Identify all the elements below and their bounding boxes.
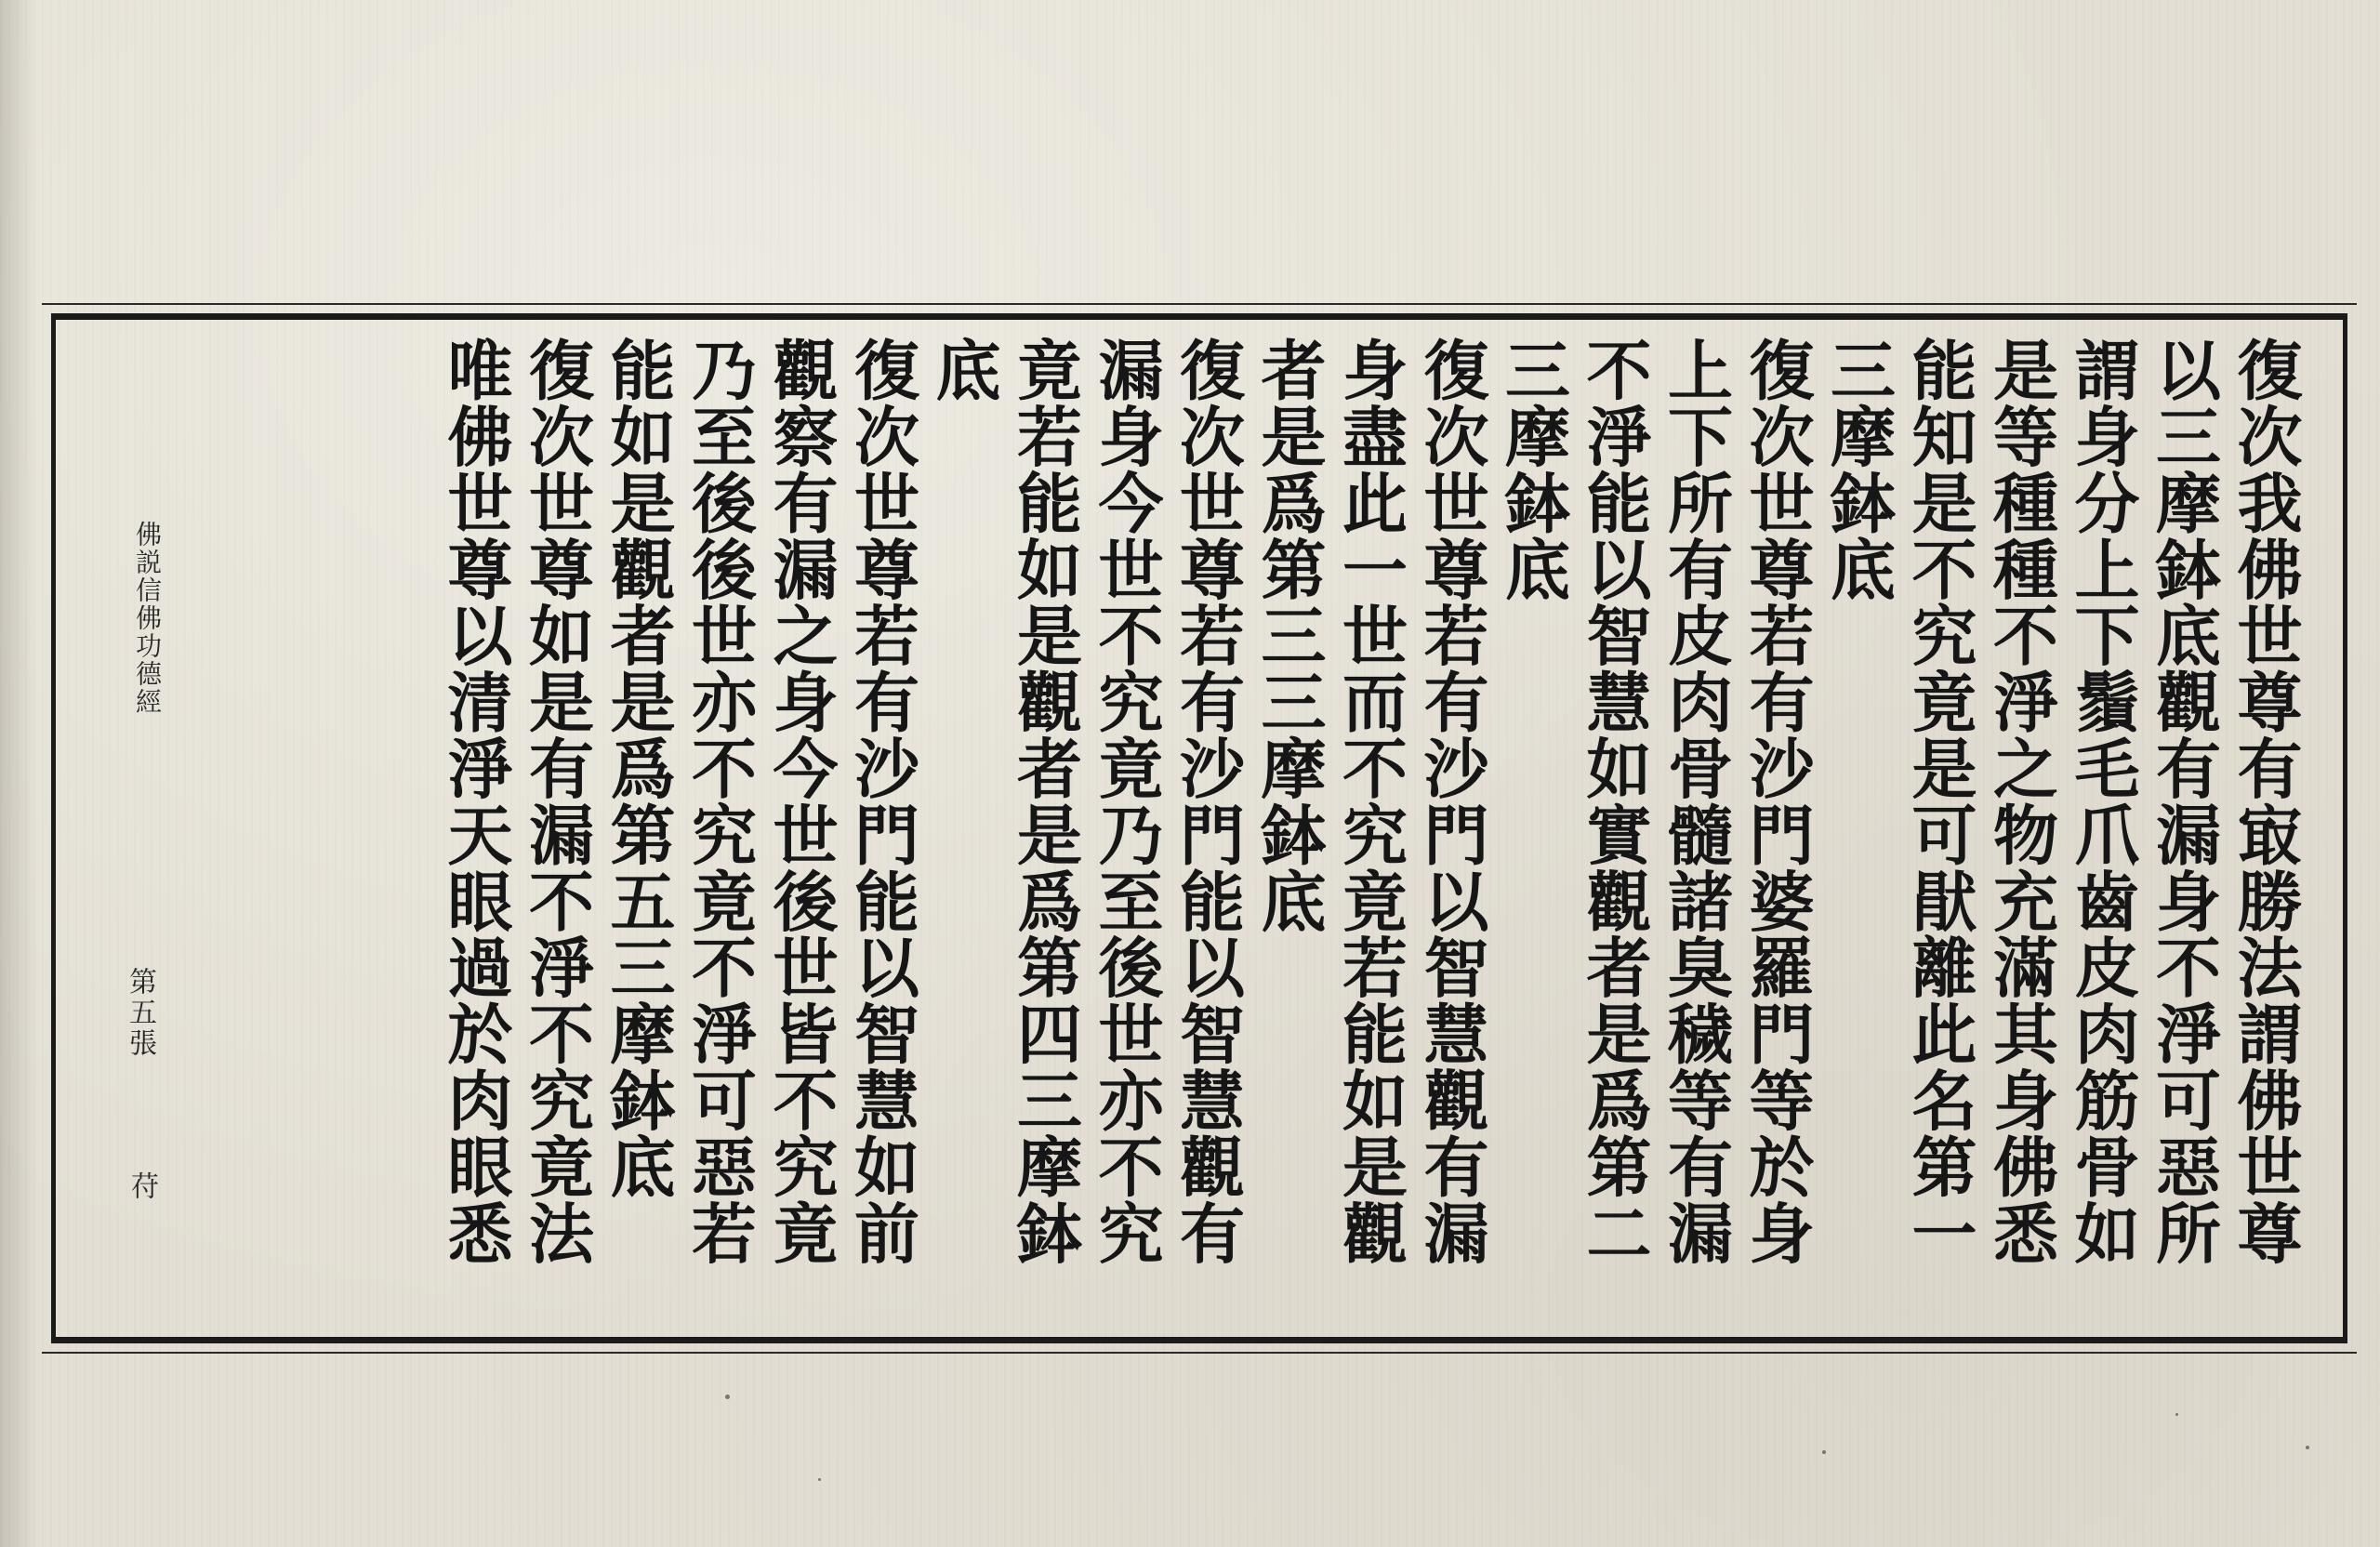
text-column: 能如是觀者是爲第五三摩鉢底 xyxy=(600,337,677,1200)
text-column: 復次世尊若有沙門能以智慧觀有 xyxy=(1169,337,1247,1266)
paper-speck xyxy=(2306,1446,2309,1449)
sutra-text-body xyxy=(158,337,2306,1336)
text-column: 以三摩鉢底觀有漏身不淨可惡所 xyxy=(2145,337,2223,1266)
text-column: 復次世尊如是有漏不淨不究竟法 xyxy=(518,337,596,1266)
margin-mark: 苻 xyxy=(126,1171,158,1199)
text-column: 底 xyxy=(925,337,1002,403)
paper-speck xyxy=(818,1478,821,1481)
margin-sutra-title: 佛説信佛功德經 xyxy=(132,521,163,716)
paper-speck xyxy=(1822,1450,1826,1454)
text-column: 復次我佛世尊有㝡勝法謂佛世尊 xyxy=(2227,337,2304,1266)
text-column: 唯佛世尊以清淨天眼過於肉眼悉 xyxy=(437,337,514,1266)
text-column: 上下所有皮肉骨髓諸臭穢等有漏 xyxy=(1657,337,1735,1266)
page-fold-shadow xyxy=(0,0,37,1547)
margin-page-number: 第五張 xyxy=(124,967,156,1059)
text-column: 漏身今世不究竟乃至後世亦不究 xyxy=(1088,337,1165,1266)
text-column: 三摩鉢底 xyxy=(1819,337,1897,602)
text-column: 者是爲第三三摩鉢底 xyxy=(1250,337,1328,934)
text-column: 乃至後後世亦不究竟不淨可惡若 xyxy=(681,337,759,1266)
paper-speck xyxy=(725,1395,730,1399)
text-column: 是等種種不淨之物充滿其身佛悉 xyxy=(1982,337,2060,1266)
text-column: 謂身分上下鬚毛爪齒皮肉筋骨如 xyxy=(2064,337,2141,1266)
text-column: 觀察有漏之身今世後世皆不究竟 xyxy=(762,337,840,1266)
text-column: 竟若能如是觀者是爲第四三摩鉢 xyxy=(1006,337,1084,1266)
text-column: 復次世尊若有沙門以智慧觀有漏 xyxy=(1413,337,1490,1266)
text-column: 身盡此一世而不究竟若能如是觀 xyxy=(1331,337,1409,1266)
text-column: 三摩鉢底 xyxy=(1494,337,1572,602)
text-column: 能知是不究竟是可猒離此名第一 xyxy=(1901,337,1978,1266)
text-column: 不淨能以智慧如實觀者是爲第二 xyxy=(1576,337,1653,1266)
text-column: 復次世尊若有沙門能以智慧如前 xyxy=(843,337,921,1266)
paper-speck xyxy=(2175,1413,2178,1416)
text-column: 復次世尊若有沙門婆羅門等於身 xyxy=(1739,337,1816,1266)
